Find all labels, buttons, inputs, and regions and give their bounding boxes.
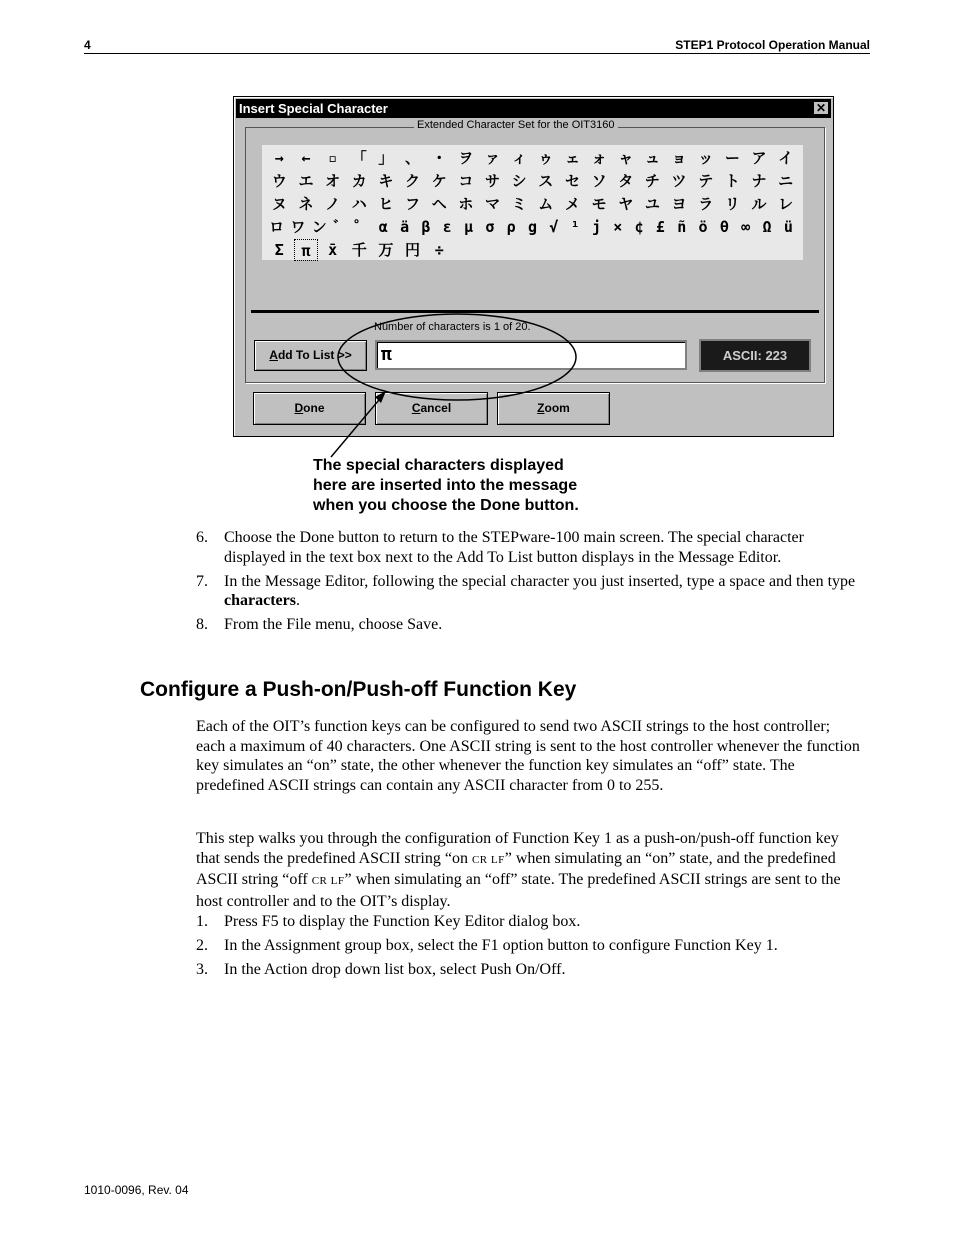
character-cell[interactable]: ケ: [431, 172, 447, 190]
character-cell[interactable]: Σ: [274, 241, 284, 259]
character-cell[interactable]: ミ: [511, 195, 527, 213]
body-paragraph: This step walks you through the configuration of Function Key 1 as a push-on/push-off function key that sends the predefined ASCII string “on CR LF” when simulating an “on” state, and the predefined ASCII string “off CR LF” when simulating an “off” state. The predefined ASCII strings are sent to the host controller and to the OIT’s display.: [196, 830, 841, 910]
character-cell[interactable]: タ: [618, 172, 634, 190]
character-cell[interactable]: ァ: [485, 149, 501, 167]
character-cell[interactable]: ワ: [290, 218, 306, 236]
ascii-readout: ASCII: 223: [699, 339, 811, 372]
character-cell[interactable]: 「: [351, 149, 367, 167]
character-cell[interactable]: Ω: [762, 218, 772, 236]
character-cell[interactable]: サ: [485, 172, 501, 190]
character-cell[interactable]: ョ: [671, 149, 687, 167]
character-cell[interactable]: ヘ: [431, 195, 447, 213]
character-cell[interactable]: ィ: [511, 149, 527, 167]
character-cell[interactable]: σ: [485, 218, 495, 236]
character-cell[interactable]: ¢: [634, 218, 644, 236]
cancel-button[interactable]: Cancel: [375, 392, 488, 425]
header-rule: [84, 53, 870, 54]
character-cell[interactable]: ニ: [778, 172, 794, 190]
list-item: 2. In the Assignment group box, select the F1 option button to configure Function Key 1.: [196, 937, 778, 954]
add-to-list-button[interactable]: Add To List >>: [254, 340, 367, 371]
character-cell[interactable]: ホ: [458, 195, 474, 213]
character-cell[interactable]: 千: [351, 241, 367, 259]
list-item: 6. Choose the Done button to return to the STEPware-100 main screen. The special character displayed in the text box next to the Add To List button displays in the Message Editor.: [196, 529, 804, 566]
character-cell[interactable]: x̄: [328, 241, 338, 259]
character-cell[interactable]: ル: [751, 195, 767, 213]
character-cell[interactable]: ロ: [269, 218, 285, 236]
character-cell[interactable]: ャ: [618, 149, 634, 167]
character-cell[interactable]: ノ: [325, 195, 341, 213]
character-cell[interactable]: g: [527, 218, 538, 236]
section-title: Configure a Push-on/Push-off Function Key: [140, 678, 577, 701]
character-cell[interactable]: チ: [644, 172, 660, 190]
character-cell[interactable]: カ: [351, 172, 367, 190]
character-cell[interactable]: ÷: [434, 241, 444, 259]
steps-list-a: [196, 528, 862, 639]
close-icon[interactable]: ✕: [813, 101, 829, 115]
character-cell[interactable]: ゛: [333, 218, 349, 236]
character-cell[interactable]: ハ: [351, 195, 367, 213]
character-cell[interactable]: ェ: [564, 149, 580, 167]
character-cell[interactable]: ラ: [698, 195, 714, 213]
character-cell[interactable]: →: [274, 149, 284, 167]
callout-text: [313, 456, 633, 516]
character-cell[interactable]: ー: [724, 149, 740, 167]
character-cell[interactable]: ヨ: [671, 195, 687, 213]
footer-doc-number: 1010-0096, Rev. 04: [84, 1183, 189, 1197]
character-cell[interactable]: ツ: [671, 172, 687, 190]
character-cell[interactable]: ユ: [644, 195, 660, 213]
selected-characters-field[interactable]: π: [375, 340, 687, 370]
list-item: 3. In the Action drop down list box, select Push On/Off.: [196, 961, 566, 978]
character-cell[interactable]: マ: [485, 195, 501, 213]
character-cell[interactable]: ネ: [298, 195, 314, 213]
list-item: 8. From the File menu, choose Save.: [196, 616, 443, 633]
character-cell[interactable]: 」: [378, 149, 394, 167]
character-cell[interactable]: ム: [538, 195, 554, 213]
character-cell[interactable]: β: [421, 218, 431, 236]
dialog-title: Insert Special Character: [239, 101, 388, 116]
character-cell[interactable]: ゜: [354, 218, 370, 236]
character-cell[interactable]: ォ: [591, 149, 607, 167]
callout-line: The special characters displayed: [313, 457, 564, 474]
character-cell[interactable]: ä: [400, 218, 410, 236]
character-cell[interactable]: ヒ: [378, 195, 394, 213]
callout-line: here are inserted into the message: [313, 477, 578, 494]
list-item: 7. In the Message Editor, following the special character you just inserted, type a space and then type characters.: [196, 572, 856, 609]
steps-list-b: [196, 912, 862, 984]
manual-title: STEP1 Protocol Operation Manual: [675, 38, 870, 52]
character-cell[interactable]: オ: [325, 172, 341, 190]
character-cell[interactable]: ソ: [591, 172, 607, 190]
character-cell[interactable]: ←: [301, 149, 311, 167]
character-cell[interactable]: ナ: [751, 172, 767, 190]
character-cell[interactable]: 、: [405, 149, 421, 167]
body-paragraph: Each of the OIT’s function keys can be configured to send two ASCII strings to the host controller; each a maximum of 40 characters. One ASCII string is sent to the host controller whenever the function key simulates an “on” state, the other whenever the function key simulates an “off” state. The predefined ASCII strings can contain any ASCII character from 0 to 255.: [196, 718, 860, 794]
character-cell[interactable]: £: [655, 218, 665, 236]
character-cell[interactable]: ク: [405, 172, 421, 190]
character-grid: [262, 145, 803, 260]
character-cell[interactable]: メ: [564, 195, 580, 213]
character-cell[interactable]: √: [549, 218, 559, 236]
character-cell[interactable]: ×: [613, 218, 623, 236]
character-cell[interactable]: ス: [538, 172, 554, 190]
character-cell[interactable]: ゥ: [538, 149, 554, 167]
character-cell[interactable]: π: [294, 239, 318, 261]
character-cell[interactable]: イ: [778, 149, 794, 167]
character-cell[interactable]: 万: [378, 241, 394, 259]
character-cell[interactable]: ア: [751, 149, 767, 167]
character-cell[interactable]: レ: [778, 195, 794, 213]
character-cell[interactable]: ・: [431, 149, 447, 167]
character-cell[interactable]: ρ: [506, 218, 516, 236]
character-cell[interactable]: ト: [724, 172, 740, 190]
character-cell[interactable]: ∞: [741, 218, 751, 236]
character-cell[interactable]: ▫: [328, 149, 338, 167]
extended-character-group: [245, 119, 825, 383]
character-cell[interactable]: ッ: [698, 149, 714, 167]
character-cell[interactable]: α: [378, 218, 388, 236]
character-cell[interactable]: モ: [591, 195, 607, 213]
character-count-label: Number of characters is 1 of 20.: [374, 321, 531, 333]
callout-line: when you choose the Done button.: [313, 497, 579, 514]
character-cell[interactable]: ε: [442, 218, 452, 236]
character-cell[interactable]: シ: [511, 172, 527, 190]
character-cell[interactable]: 円: [405, 241, 421, 259]
character-cell[interactable]: ヤ: [618, 195, 634, 213]
zoom-button[interactable]: Zoom: [497, 392, 610, 425]
page-number: 4: [84, 38, 91, 52]
character-cell[interactable]: ö: [698, 218, 708, 236]
character-cell[interactable]: フ: [405, 195, 421, 213]
character-cell[interactable]: ュ: [644, 149, 660, 167]
group-label: Extended Character Set for the OIT3160: [414, 119, 618, 131]
dialog-titlebar: [236, 99, 831, 118]
character-cell[interactable]: ϳ: [591, 218, 601, 236]
character-cell[interactable]: ü: [783, 218, 793, 236]
character-cell[interactable]: リ: [724, 195, 740, 213]
insert-special-character-dialog: [233, 96, 834, 437]
character-cell[interactable]: ヌ: [271, 195, 287, 213]
character-cell[interactable]: テ: [698, 172, 714, 190]
character-cell[interactable]: ¹: [570, 218, 580, 236]
character-cell[interactable]: μ: [464, 218, 474, 236]
character-cell[interactable]: ウ: [271, 172, 287, 190]
done-button[interactable]: Done: [253, 392, 366, 425]
character-cell[interactable]: ン: [311, 218, 327, 236]
character-cell[interactable]: セ: [564, 172, 580, 190]
character-cell[interactable]: エ: [298, 172, 314, 190]
character-cell[interactable]: ヲ: [458, 149, 474, 167]
character-cell[interactable]: θ: [719, 218, 729, 236]
character-cell[interactable]: ñ: [677, 218, 687, 236]
character-cell[interactable]: コ: [458, 172, 474, 190]
character-cell[interactable]: キ: [378, 172, 394, 190]
list-item: 1. Press F5 to display the Function Key Editor dialog box.: [196, 913, 581, 930]
group-divider: [251, 310, 819, 313]
